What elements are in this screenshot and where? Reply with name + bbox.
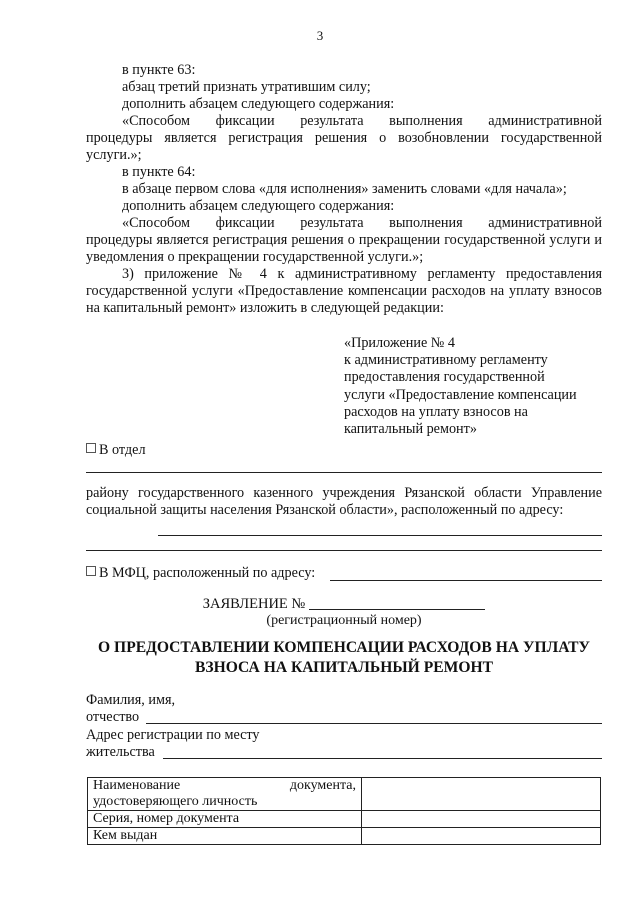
fio-field[interactable] [146,723,602,724]
application-label: ЗАЯВЛЕНИЕ № [202,596,306,612]
application-number-row [86,596,602,613]
fio-label-1: Фамилия, имя, [86,692,176,708]
appendix-line: расходов на уплату взносов на [344,403,528,420]
appendix-header-block [344,335,606,438]
department-checkbox[interactable] [86,443,96,453]
appendix-line: услуги «Предоставление компенсации [344,386,577,403]
id-doc-series-label: Серия, номер документа [88,811,362,828]
address-label-2: жительства [86,744,155,760]
form-title-line-1: О ПРЕДОСТАВЛЕНИИ КОМПЕНСАЦИИ РАСХОДОВ НА УПЛАТУ [98,639,590,656]
option-department [86,442,602,459]
table-row [88,811,601,828]
department-text: району государственного казенного учреждения Рязанской области Управление социальной защиты населения Рязанской области», расположенный по адресу: [86,485,602,518]
appendix-line: предоставления государственной [344,369,545,386]
mfc-checkbox[interactable] [86,566,96,576]
department-fill-line[interactable] [86,472,602,473]
address-field[interactable] [163,758,602,759]
table-row [88,828,601,845]
paragraph-item-64: в пункте 64: [122,164,196,180]
form-title-line-2: ВЗНОСА НА КАПИТАЛЬНЫЙ РЕМОНТ [194,659,494,676]
option-mfc-label: В МФЦ, расположенный по адресу: [99,565,316,581]
id-doc-issued-value[interactable] [362,828,601,845]
paragraph-quote-resumption: процедуры является регистрация решения о возобновлении государственной услуги.»; [86,130,602,163]
address-label-1: Адрес регистрации по месту [86,727,260,743]
mfc-address-line[interactable] [330,580,602,581]
paragraph-add-abzac-2: дополнить абзацем следующего содержания: [122,198,395,214]
appendix-line: к административному регламенту [344,352,548,369]
id-doc-issued-label: Кем выдан [88,828,362,845]
fio-label-2: отчество [86,709,140,725]
registration-note: (регистрационный номер) [266,613,422,628]
id-doc-name-value[interactable] [362,778,601,811]
paragraph-appendix-4: 3) приложение № 4 к административному регламенту предоставления государственной услуги «Предоставление компенсации расходов на уплату взносов на капитальный ремонт» изложить в следующей редакции: [86,266,602,316]
appendix-line: «Приложение № 4 [344,335,455,351]
application-number-field[interactable] [309,596,485,610]
page-number: 3 [316,28,324,43]
paragraph-replace-words: в абзаце первом слова «для исполнения» заменить словами «для начала»; [122,181,567,197]
appendix-line: капитальный ремонт» [344,421,477,438]
paragraph-quote-termination: процедуры является регистрация решения о прекращении государственной услуги и уведомления о прекращении государственной услуги.»; [86,232,602,265]
paragraph-item-63: в пункте 63: [122,62,196,78]
id-doc-series-value[interactable] [362,811,601,828]
paragraph-quote-start: «Способом фиксации результата выполнения административной [122,113,602,129]
id-doc-name-label: Наименование документа, удостоверяющего личность [88,778,362,811]
id-document-table [87,777,601,845]
paragraph-abzac-void: абзац третий признать утратившим силу; [122,79,371,95]
department-address-line-2[interactable] [86,550,602,551]
paragraph-quote2-start: «Способом фиксации результата выполнения административной [122,215,602,231]
table-row [88,778,601,811]
department-address-line[interactable] [158,535,602,536]
paragraph-add-abzac: дополнить абзацем следующего содержания: [122,96,395,112]
option-department-label: В отдел [99,442,146,458]
